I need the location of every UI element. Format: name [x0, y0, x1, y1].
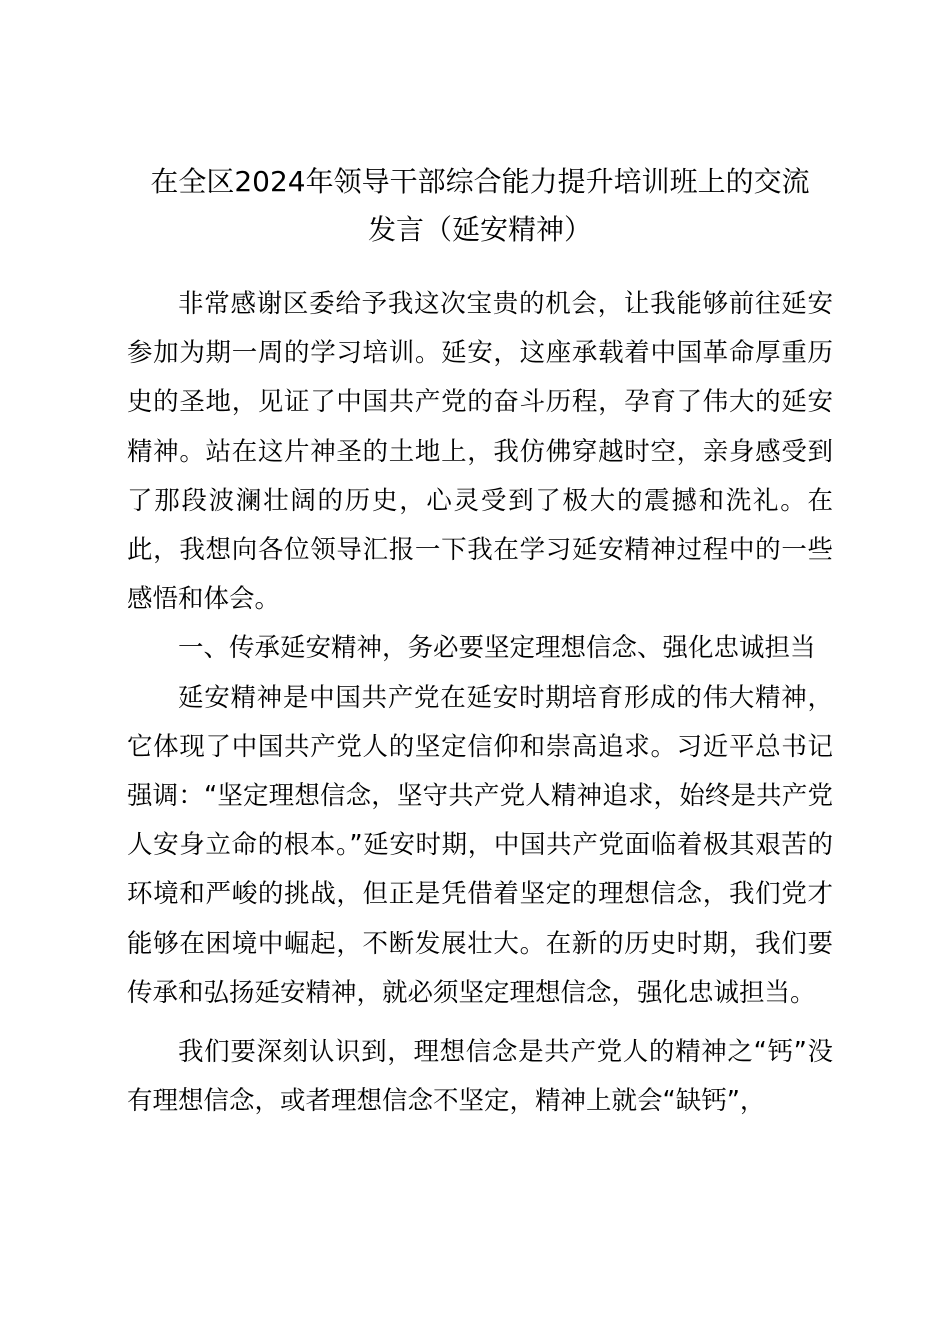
- paragraph-ideals-calcium: 我们要深刻认识到，理想信念是共产党人的精神之“钙”没有理想信念，或者理想信念不坚定，精神上就会“缺钙”，: [127, 1037, 833, 1117]
- document-body: [127, 280, 833, 1126]
- paragraph-intro: 非常感谢区委给予我这次宝贵的机会，让我能够前往延安参加为期一周的学习培训。延安，这座承载着中国革命厚重历史的圣地，见证了中国共产党的奋斗历程，孕育了伟大的延安精神。站在这片神圣的土地上，我仿佛穿越时空，亲身感受到了那段波澜壮阔的历史，心灵受到了极大的震撼和洗礼。在此，我想向各位领导汇报一下我在学习延安精神过程中的一些感悟和体会。: [127, 289, 833, 615]
- document-title-line1: 在全区2024年领导干部综合能力提升培训班上的交流: [150, 165, 810, 198]
- paragraph-yanan-spirit: 延安精神是中国共产党在延安时期培育形成的伟大精神，它体现了中国共产党人的坚定信仰和崇高追求。习近平总书记强调：“坚定理想信念，坚守共产党人精神追求，始终是共产党人安身立命的根本。”延安时期，中国共产党面临着极其艰苦的环境和严峻的挑战，但正是凭借着坚定的理想信念，我们党才能够在困境中崛起，不断发展壮大。在新的历史时期，我们要传承和弘扬延安精神，就必须坚定理想信念，强化忠诚担当。: [127, 682, 833, 1008]
- document-title-line2: 发言（延安精神）: [367, 213, 592, 246]
- section-heading-1: 一、传承延安精神，务必要坚定理想信念、强化忠诚担当: [178, 633, 816, 664]
